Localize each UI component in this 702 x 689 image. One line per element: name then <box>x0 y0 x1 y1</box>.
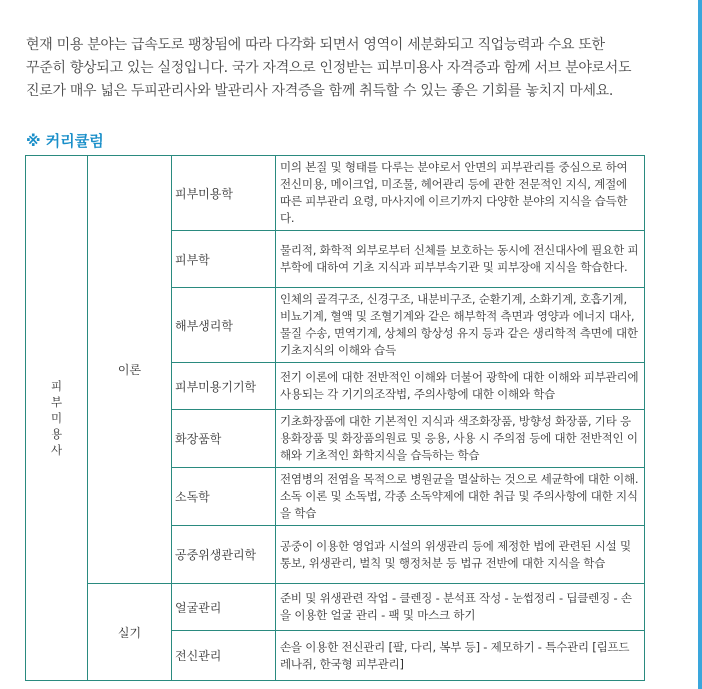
subject-description: 전기 이론에 대한 전반적인 이해와 더불어 광학에 대한 이해와 피부관리에 사용되는 각 기기의조작법, 주의사항에 대한 이해와 학습 <box>276 363 645 410</box>
right-border-frame <box>698 0 702 689</box>
subject-description: 공중이 이용한 영업과 시설의 위생관리 등에 제정한 법에 관련된 시설 및 통보, 위생관리, 벌칙 및 행정처분 등 법규 전반에 대한 지식을 학습 <box>276 526 645 584</box>
subject-name: 피부미용기기학 <box>172 363 276 410</box>
curriculum-table <box>25 155 645 681</box>
subject-description: 준비 및 위생관련 작업 - 클렌징 - 분석표 작성 - 눈썹정리 - 딥클렌징 - 손을 이용한 얼굴 관리 - 팩 및 마스크 하기 <box>276 584 645 631</box>
subject-name: 해부생리학 <box>172 288 276 363</box>
intro-paragraph <box>26 34 676 103</box>
type-theory: 이론 <box>88 156 172 584</box>
subject-description: 전염병의 전염을 목적으로 병원균을 멸살하는 것으로 세균학에 대한 이해. 소독 이론 및 소독법, 각종 소독약제에 대한 취급 및 주의사항에 대한 지식을 학습 <box>276 468 645 526</box>
subject-name: 피부학 <box>172 231 276 288</box>
subject-name: 전신관리 <box>172 631 276 681</box>
subject-description: 기초화장품에 대한 기본적인 지식과 색조화장품, 방향성 화장품, 기타 응용화장품 및 화장품의원료 및 응용, 사용 시 주의점 등에 대한 전반적인 이해와 기초적인 화학지식을 습득하는 학습 <box>276 410 645 468</box>
category-cell <box>26 156 88 681</box>
subject-description: 물리적, 화학적 외부로부터 신체를 보호하는 동시에 전신대사에 필요한 피부학에 대하여 기초 지식과 피부부속기관 및 피부장애 지식을 학습한다. <box>276 231 645 288</box>
type-practice: 실기 <box>88 584 172 681</box>
subject-name: 공중위생관리학 <box>172 526 276 584</box>
subject-description: 손을 이용한 전신관리 [팔, 다리, 복부 등] - 제모하기 - 특수관리 [림프드레나쥐, 한국형 피부관리] <box>276 631 645 681</box>
subject-description: 미의 본질 및 형태를 다루는 분야로서 안면의 피부관리를 중심으로 하여 전신미용, 메이크업, 미조물, 헤어관리 등에 관한 전문적인 지식, 계절에 따른 피부관리 요령, 마사지에 이르기까지 다양한 분야의 지식을 습득한다. <box>276 156 645 231</box>
intro-line-3: 진로가 매우 넓은 두피관리사와 발관리사 자격증을 함께 취득할 수 있는 좋은 기회를 놓치지 마세요. <box>26 83 614 99</box>
section-title: ※ 커리큘럼 <box>26 132 104 150</box>
table-row <box>26 156 645 231</box>
subject-name: 소독학 <box>172 468 276 526</box>
subject-name: 피부미용학 <box>172 156 276 231</box>
category-label: 피 부 미 용 사 <box>50 379 63 457</box>
subject-name: 화장품학 <box>172 410 276 468</box>
subject-name: 얼굴관리 <box>172 584 276 631</box>
intro-line-1: 현재 미용 분야는 급속도로 팽창됨에 따라 다각화 되면서 영역이 세분화되고 직업능력과 수요 또한 <box>26 37 605 53</box>
table-row <box>26 584 645 631</box>
subject-description: 인체의 골격구조, 신경구조, 내분비구조, 순환기계, 소화기계, 호흡기계, 비뇨기계, 혈액 및 조혈기계와 같은 해부학적 측면과 영양과 에너지 대사, 물질 수송, 면역기계, 상체의 항상성 유지 등과 같은 생리학적 측면에 대한 기초지식의 이해와 습득 <box>276 288 645 363</box>
intro-line-2: 꾸준히 향상되고 있는 실정입니다. 국가 자격으로 인정받는 피부미용사 자격증과 함께 서브 분야로서도 <box>26 60 632 76</box>
